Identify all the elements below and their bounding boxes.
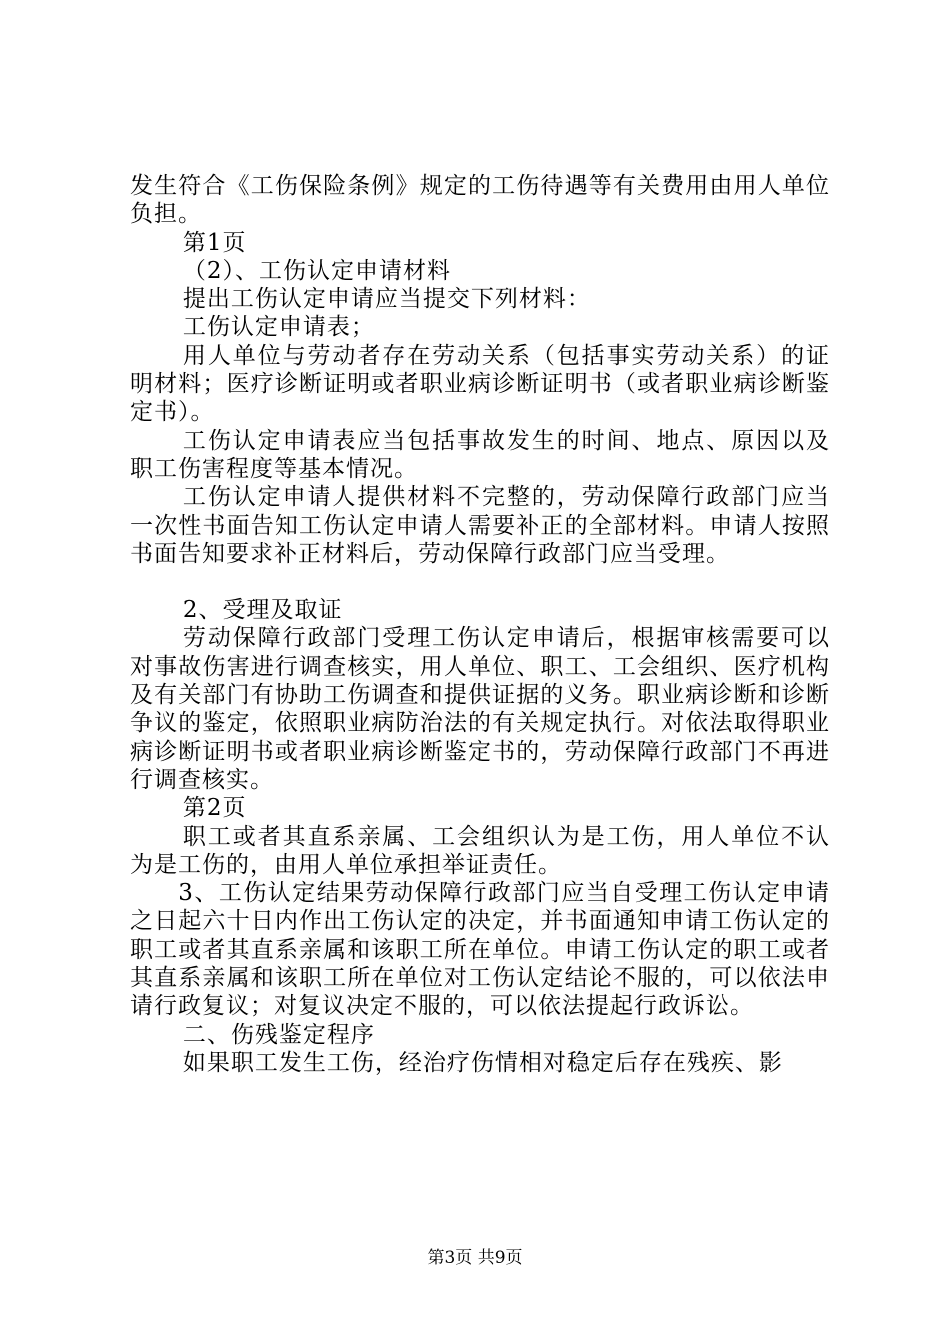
paragraph: 工伤认定申请表应当包括事故发生的时间、地点、原因以及职工伤害程度等基本情况。 (130, 427, 830, 482)
paragraph: 工伤认定申请表； (182, 314, 375, 341)
paragraph: 劳动保障行政部门受理工伤认定申请后，根据审核需要可以对事故伤害进行调查核实，用人单位、职工、工会组织、医疗机构及有关部门有协助工伤调查和提供证据的义务。职业病诊断和诊断争议的鉴定，依照职业病防治法的有关规定执行。对依法取得职业病诊断证明书或者职业病诊断鉴定书的，劳动保障行政部门不再进行调查核实。 (130, 625, 830, 793)
section-heading: 2、受理及取证 (182, 597, 343, 624)
spacer (130, 568, 830, 596)
paragraph: 发生符合《工伤保险条例》规定的工伤待遇等有关费用由用人单位负担。 (130, 173, 830, 228)
paragraph: 3、工伤认定结果劳动保障行政部门应当自受理工伤认定申请之日起六十日内作出工伤认定的决定，并书面通知申请工伤认定的职工或者其直系亲属和该职工所在单位。申请工伤认定的职工或者其直系亲属和该职工所在单位对工伤认定结论不服的，可以依法申请行政复议；对复议决定不服的，可以依法提起行政诉讼。 (130, 880, 830, 1020)
page-marker: 第2页 (182, 795, 247, 822)
section-heading: 二、伤残鉴定程序 (182, 1021, 375, 1048)
paragraph: 工伤认定申请人提供材料不完整的，劳动保障行政部门应当一次性书面告知工伤认定申请人需要补正的全部材料。申请人按照书面告知要求补正材料后，劳动保障行政部门应当受理。 (130, 484, 830, 567)
section-heading: （2）、工伤认定申请材料 (182, 257, 452, 284)
paragraph: 用人单位与劳动者存在劳动关系（包括事实劳动关系）的证明材料；医疗诊断证明或者职业病诊断证明书（或者职业病诊断鉴定书）。 (130, 342, 830, 426)
page-marker: 第1页 (182, 229, 247, 256)
paragraph: 职工或者其直系亲属、工会组织认为是工伤，用人单位不认为是工伤的，由用人单位承担举证责任。 (130, 823, 830, 878)
paragraph: 提出工伤认定申请应当提交下列材料： (182, 286, 591, 313)
body-text (130, 172, 830, 1077)
paragraph: 如果职工发生工伤，经治疗伤情相对稳定后存在残疾、影 (182, 1049, 783, 1076)
page-footer: 第3页 共9页 (427, 1248, 523, 1268)
